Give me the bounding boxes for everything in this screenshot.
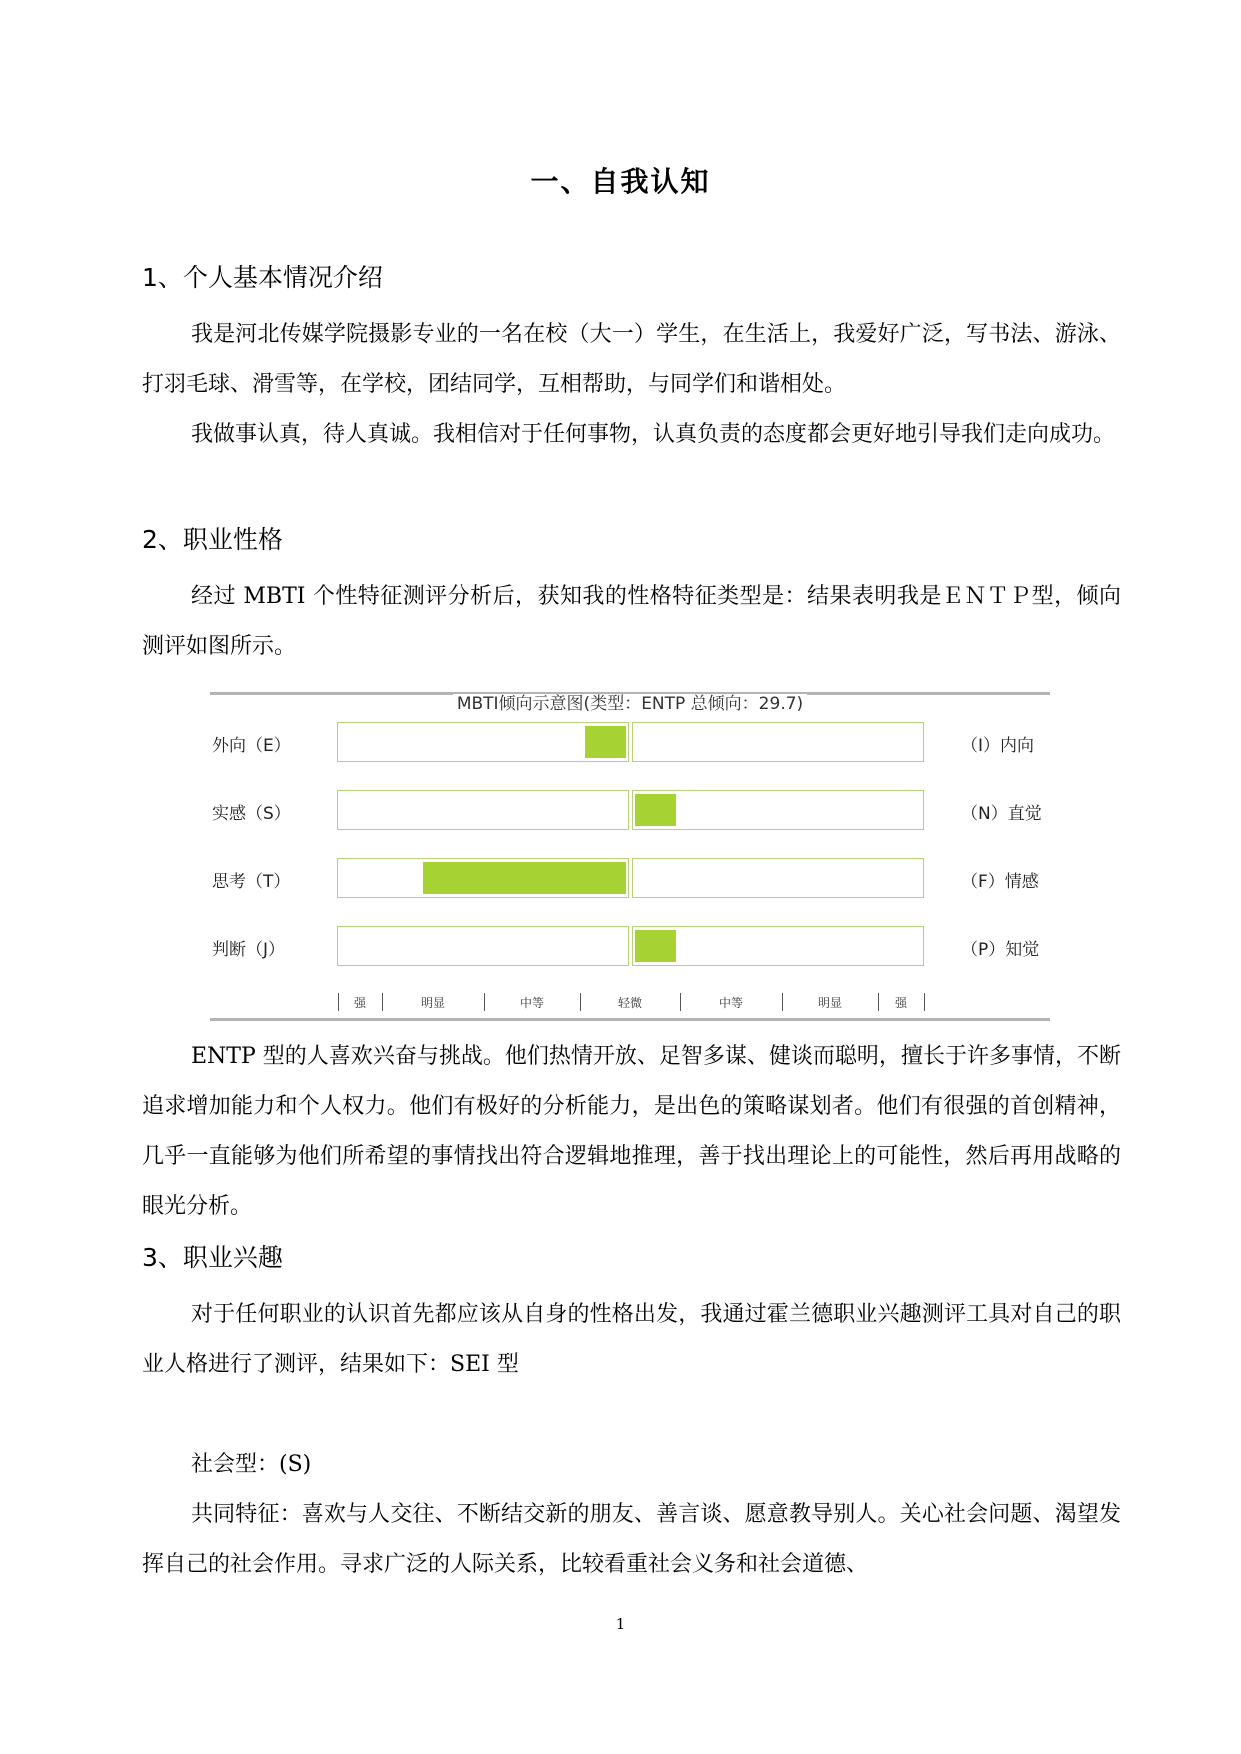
scale-label: 明显 <box>817 996 842 1010</box>
row-label-right: （F）情感 <box>961 872 1039 892</box>
row-label-left: 实感（S） <box>212 804 291 824</box>
mbti-bar <box>635 930 676 962</box>
bar-track-right <box>632 790 924 830</box>
page-number: 1 <box>615 1615 626 1633</box>
scale-label: 中等 <box>519 996 544 1010</box>
row-label-right: （N）直觉 <box>961 804 1042 824</box>
row-label-left: 判断（J） <box>212 940 286 960</box>
paragraph-social-traits: 共同特征：喜欢与人交往、不断结交新的朋友、善言谈、愿意教导别人。关心社会问题、渴望发挥自己的社会作用。寻求广泛的人际关系，比较看重社会义务和社会道德、 <box>142 1502 1121 1577</box>
row-label-left: 外向（E） <box>212 736 291 756</box>
bar-track-left <box>337 790 629 830</box>
mbti-bar <box>585 726 626 758</box>
paragraph-entp-description: ENTP 型的人喜欢兴奋与挑战。他们热情开放、足智多谋、健谈而聪明，擅长于许多事情，不断追求增加能力和个人权力。他们有极好的分析能力，是出色的策略谋划者。他们有很强的首创精神，几乎一直能够为他们所希望的事情找出符合逻辑地推理，善于找出理论上的可能性，然后再用战略的眼光分析。 <box>142 1044 1121 1219</box>
paragraph-mbti-intro: 经过 MBTI 个性特征测评分析后，获知我的性格特征类型是：结果表明我是ＥＮＴＰ型，倾向测评如图所示。 <box>142 584 1121 659</box>
paragraph-basic-intro: 我是河北传媒学院摄影专业的一名在校（大一）学生，在生活上，我爱好广泛，写书法、游泳、打羽毛球、滑雪等，在学校，团结同学，互相帮助，与同学们和谐相处。 <box>142 322 1121 397</box>
row-label-right: （P）知觉 <box>961 940 1040 960</box>
bar-track-right <box>632 926 924 966</box>
bar-track-left <box>337 722 629 762</box>
section-heading-1: 1、个人基本情况介绍 <box>142 263 383 292</box>
paragraph-holland-intro: 对于任何职业的认识首先都应该从自身的性格出发，我通过霍兰德职业兴趣测评工具对自己的职业人格进行了测评，结果如下：SEI 型 <box>142 1302 1121 1377</box>
paragraph-attitude: 我做事认真，待人真诚。我相信对于任何事物，认真负责的态度都会更好地引导我们走向成功。 <box>191 422 1116 447</box>
bar-track-right <box>632 858 924 898</box>
row-label-left: 思考（T） <box>212 872 291 892</box>
mbti-chart <box>210 687 1050 1023</box>
chart-title-text: MBTI倾向示意图(类型：ENTP 总倾向：29.7) <box>453 694 807 714</box>
scale-label: 强 <box>353 996 366 1010</box>
scale-label: 轻微 <box>617 996 642 1010</box>
section-heading-3: 3、职业兴趣 <box>142 1243 283 1272</box>
bar-track-right <box>632 722 924 762</box>
chart-bottom-border <box>210 1018 1050 1021</box>
page-title: 一、自我认知 <box>530 165 711 198</box>
bar-track-left <box>337 858 629 898</box>
mbti-bar <box>423 862 626 894</box>
bar-track-left <box>337 926 629 966</box>
section-heading-2: 2、职业性格 <box>142 525 283 554</box>
row-label-right: （I）内向 <box>961 736 1035 756</box>
paragraph-social-type: 社会型：(S) <box>191 1452 312 1477</box>
mbti-bar <box>635 794 676 826</box>
scale-label: 中等 <box>718 996 743 1010</box>
scale-label: 强 <box>894 996 907 1010</box>
chart-title <box>210 689 1050 714</box>
scale-tick <box>924 993 925 1011</box>
scale-label: 明显 <box>420 996 445 1010</box>
